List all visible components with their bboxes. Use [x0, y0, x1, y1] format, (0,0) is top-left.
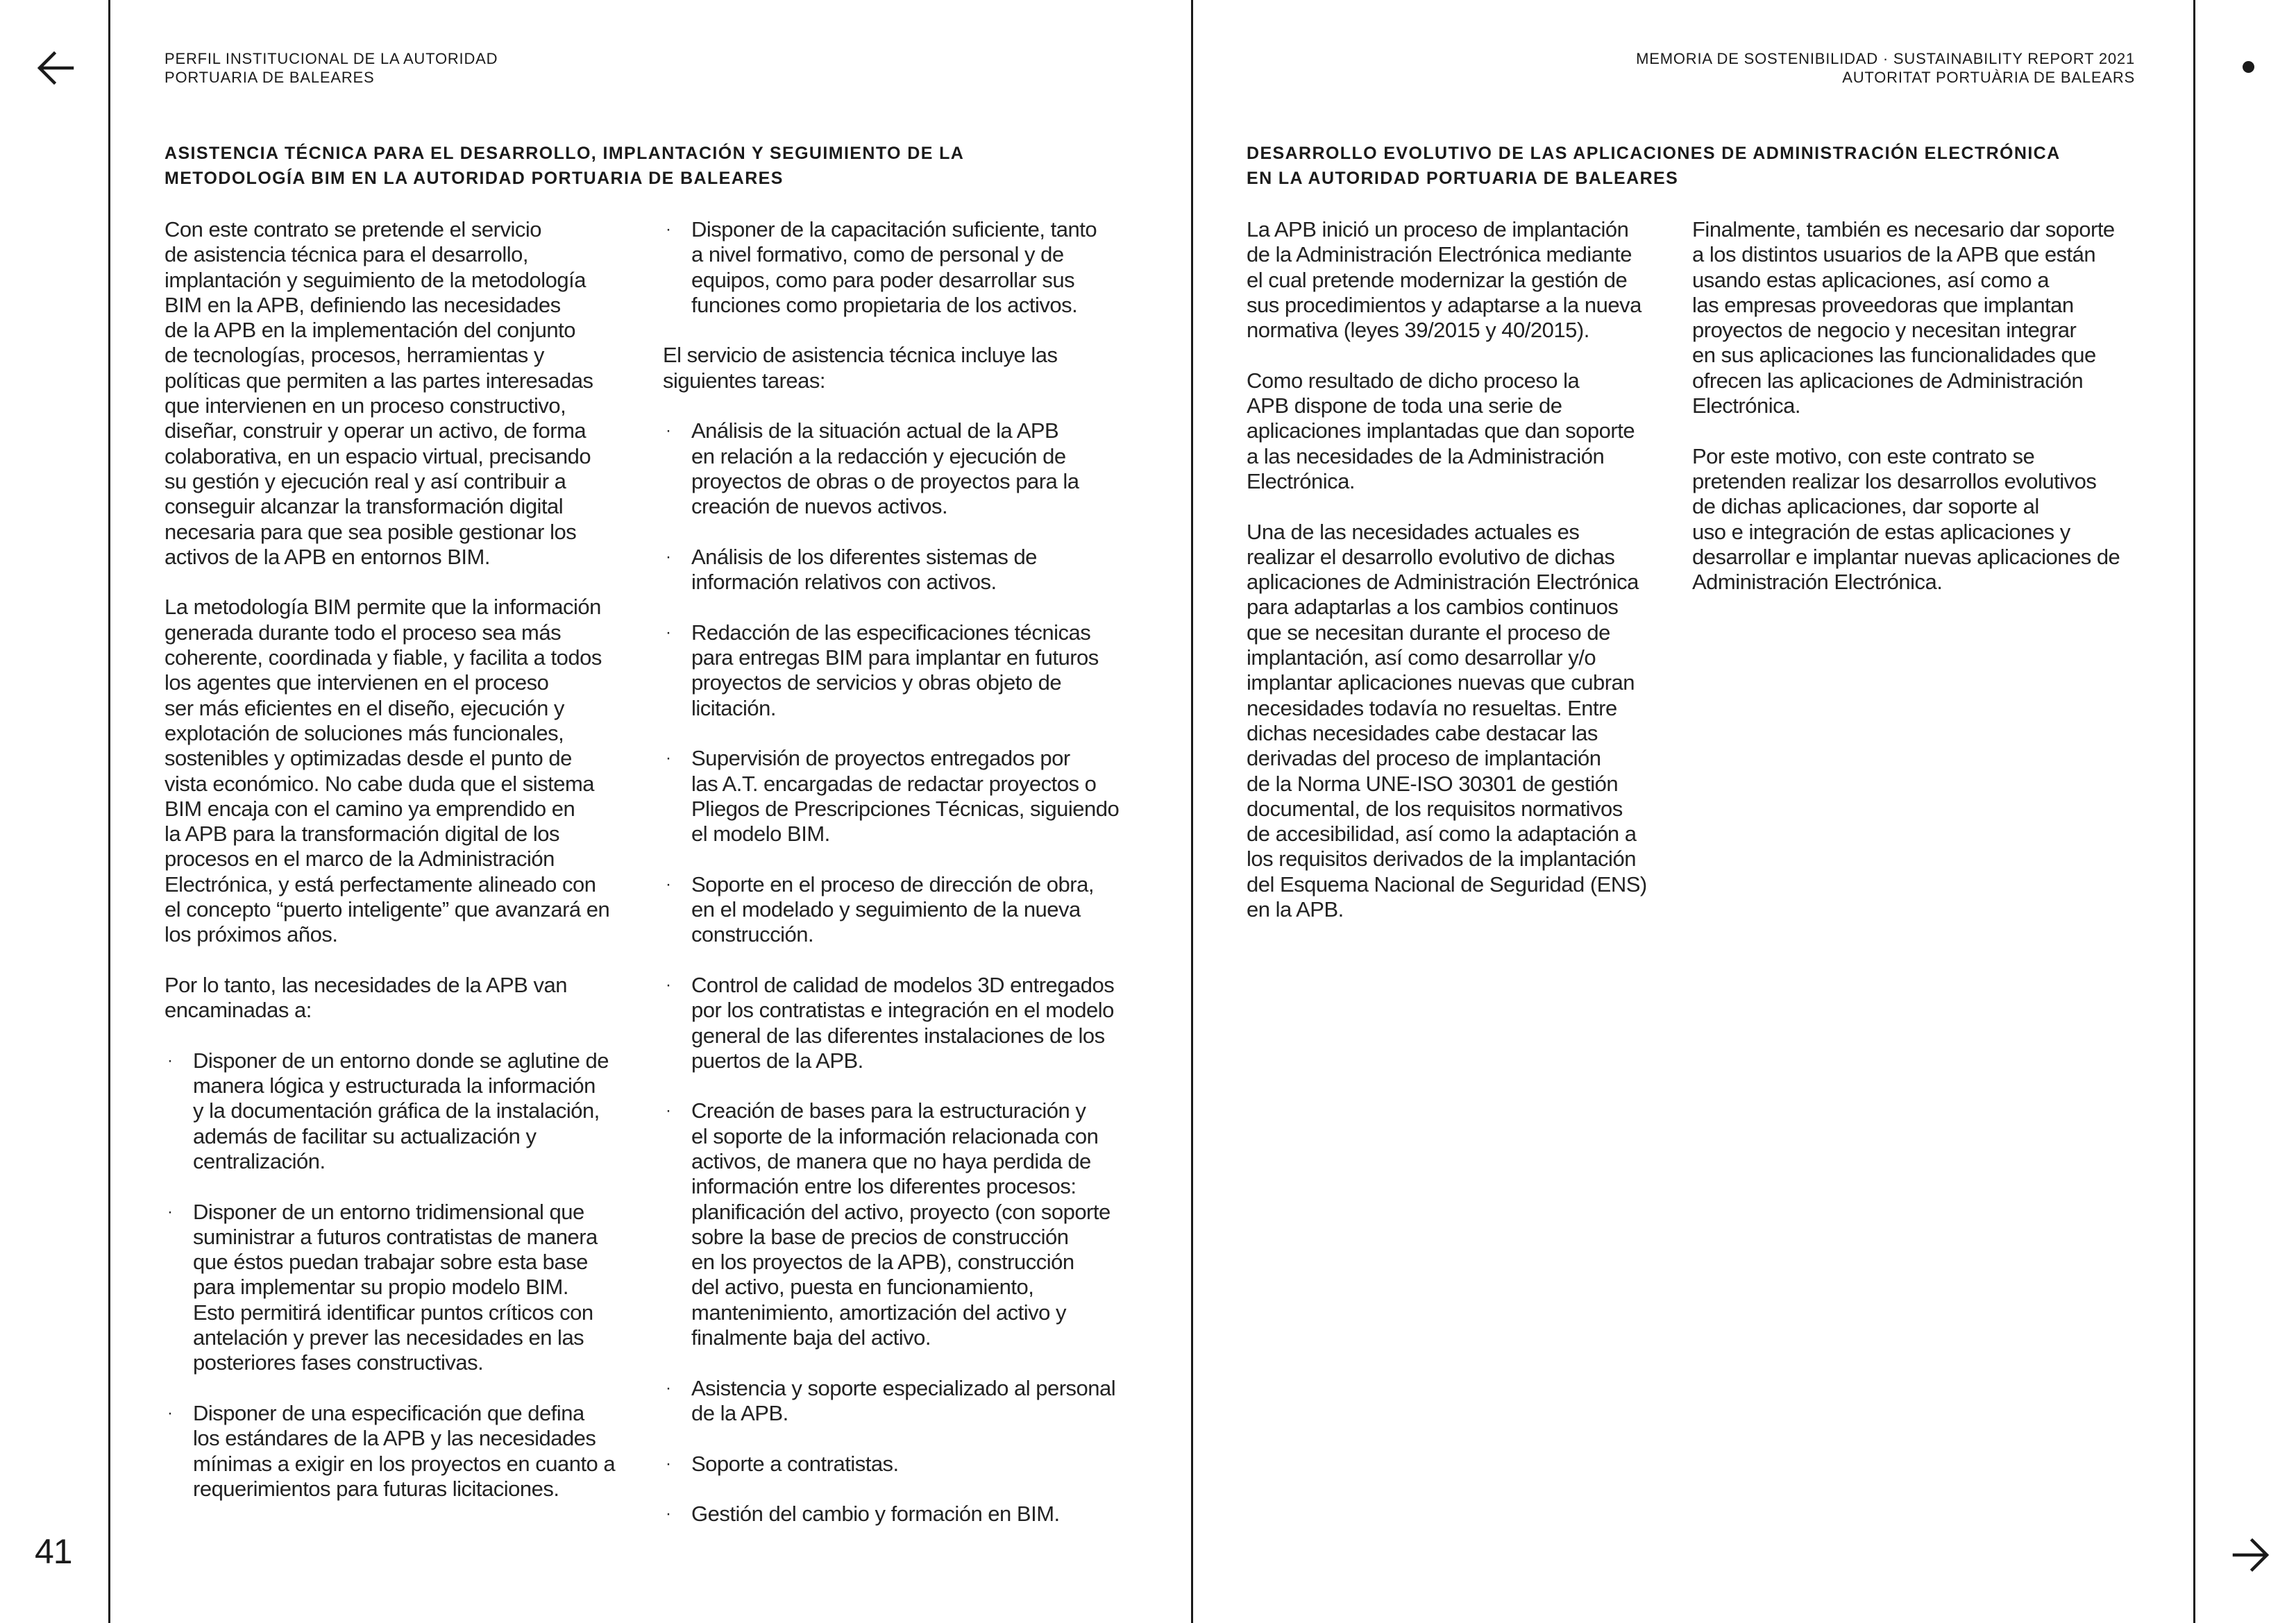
text-line: suministrar a futuros contratistas de manera: [193, 1224, 598, 1249]
arrow-left-icon[interactable]: [36, 49, 75, 87]
text-line: conseguir alcanzar la transformación digital: [164, 494, 564, 519]
text-line: siguientes tareas:: [663, 368, 825, 393]
bullet-icon: ·: [167, 1051, 173, 1070]
text-line: encaminadas a:: [164, 998, 312, 1023]
text-line: La APB inició un proceso de implantación: [1247, 217, 1629, 241]
text-line: manera lógica y estructurada la información: [193, 1073, 596, 1098]
text-line: Pliegos de Prescripciones Técnicas, siguiendo: [691, 796, 1120, 821]
text-line: implantar aplicaciones nuevas que cubran: [1247, 670, 1635, 695]
text-line: información relativos con activos.: [691, 570, 997, 595]
text-line: la APB para la transformación digital de los: [164, 822, 560, 847]
list-item: [663, 1452, 1149, 1477]
paragraph: [1692, 217, 2150, 418]
paragraph: [164, 217, 643, 570]
bullet-list: [663, 418, 1149, 1527]
page-number: 41: [35, 1532, 72, 1571]
section-heading-bim: ASISTENCIA TÉCNICA PARA EL DESARROLLO, IMPLANTACIÓN Y SEGUIMIENTO DE LA METODOLOGÍA BIM EN LA AUTORIDAD PORTUARIA DE BALEARES: [164, 144, 965, 188]
right-margin-rule: [2193, 0, 2195, 1623]
text-line: APB dispone de toda una serie de: [1247, 393, 1562, 418]
bullet-icon: ·: [666, 421, 671, 441]
text-line: Asistencia y soporte especializado al personal: [691, 1375, 1116, 1400]
text-line: realizar el desarrollo evolutivo de dichas: [1247, 544, 1615, 569]
text-line: mantenimiento, amortización del activo y: [691, 1300, 1066, 1325]
text-line: Una de las necesidades actuales es: [1247, 519, 1580, 544]
text-line: de la Norma UNE-ISO 30301 de gestión: [1247, 771, 1619, 796]
text-line: el cual pretende modernizar la gestión de: [1247, 267, 1628, 292]
paragraph: [1247, 520, 1684, 923]
section-heading-admin-electronica: DESARROLLO EVOLUTIVO DE LAS APLICACIONES DE ADMINISTRACIÓN ELECTRÓNICA EN LA AUTORIDAD PORTUARIA DE BALEARES: [1247, 144, 2061, 188]
text-line: necesaria para que sea posible gestionar los: [164, 519, 577, 544]
text-line: Con este contrato se pretende el servicio: [164, 217, 541, 241]
text-line: ofrecen las aplicaciones de Administración: [1692, 368, 2084, 393]
text-line: Disponer de un entorno tridimensional que: [193, 1199, 584, 1224]
text-line: Por lo tanto, las necesidades de la APB van: [164, 972, 567, 997]
list-item: [663, 217, 1149, 318]
text-line: general de las diferentes instalaciones de los: [691, 1023, 1105, 1048]
text-line: centralización.: [193, 1148, 326, 1173]
list-item: [663, 973, 1149, 1073]
text-line: en relación a la redacción y ejecución de: [691, 443, 1066, 468]
text-line: de asistencia técnica para el desarrollo,: [164, 242, 529, 267]
text-line: de la Administración Electrónica mediante: [1247, 242, 1632, 267]
bullet-icon: ·: [666, 1378, 671, 1397]
text-line: dichas necesidades cabe destacar las: [1247, 720, 1598, 745]
text-line: Como resultado de dicho proceso la: [1247, 368, 1580, 393]
text-column-2: [663, 217, 1149, 1552]
text-line: el concepto “puerto inteligente” que avanzará en: [164, 897, 610, 922]
text-line: coherente, coordinada y fiable, y facilita a todos: [164, 645, 602, 670]
text-line: Soporte a contratistas.: [691, 1451, 899, 1476]
paragraph: [1692, 444, 2150, 595]
text-line: implantación, así como desarrollar y/o: [1247, 645, 1596, 670]
text-line: Esto permitirá identificar puntos críticos con: [193, 1300, 593, 1325]
text-line: procesos en el marco de la Administración: [164, 847, 555, 872]
text-line: Por este motivo, con este contrato se: [1692, 443, 2035, 468]
text-line: en el modelado y seguimiento de la nueva: [691, 897, 1081, 922]
text-line: Creación de bases para la estructuración y: [691, 1098, 1086, 1123]
text-line: de la APB en la implementación del conjunto: [164, 318, 576, 343]
paragraph: [1247, 368, 1684, 494]
text-line: antelación y prever las necesidades en las: [193, 1325, 584, 1350]
bullet-icon: ·: [666, 547, 671, 566]
list-item: [663, 872, 1149, 948]
text-line: licitación.: [691, 695, 776, 720]
text-line: sostenibles y optimizadas desde el punto de: [164, 746, 572, 771]
list-item: [164, 1048, 643, 1174]
text-line: usando estas aplicaciones, así como a: [1692, 267, 2049, 292]
text-line: proyectos de servicios y obras objeto de: [691, 670, 1062, 695]
text-line: Análisis de los diferentes sistemas de: [691, 544, 1037, 569]
text-line: del activo, puesta en funcionamiento,: [691, 1275, 1034, 1300]
text-line: Disponer de la capacitación suficiente, tanto: [691, 217, 1097, 241]
text-line: de tecnologías, procesos, herramientas y: [164, 343, 544, 368]
text-line: a los distintos usuarios de la APB que están: [1692, 242, 2096, 267]
text-line: mínimas a exigir en los proyectos en cuanto a: [193, 1451, 616, 1476]
left-margin-rule: [108, 0, 110, 1623]
text-line: el modelo BIM.: [691, 822, 830, 847]
bullet-icon: ·: [666, 1101, 671, 1121]
bullet-icon: ·: [666, 1454, 671, 1473]
text-line: y la documentación gráfica de la instalación,: [193, 1098, 600, 1123]
text-line: derivadas del proceso de implantación: [1247, 746, 1601, 771]
text-line: ser más eficientes en el diseño, ejecución y: [164, 695, 564, 720]
bullet-icon: ·: [167, 1403, 173, 1422]
text-line: activos de la APB en entornos BIM.: [164, 544, 490, 569]
text-line: puertos de la APB.: [691, 1048, 863, 1073]
bullet-list: [164, 1048, 643, 1502]
list-item: [663, 1098, 1149, 1350]
text-line: de la APB.: [691, 1400, 788, 1425]
text-line: Finalmente, también es necesario dar soporte: [1692, 217, 2115, 241]
bullet-icon: ·: [666, 220, 671, 239]
text-line: requerimientos para futuras licitaciones.: [193, 1476, 559, 1501]
text-line: sus procedimientos y adaptarse a la nueva: [1247, 292, 1641, 317]
text-line: para entregas BIM para implantar en futuros: [691, 645, 1099, 670]
text-line: BIM encaja con el camino ya emprendido en: [164, 796, 575, 821]
text-line: en sus aplicaciones las funcionalidades que: [1692, 343, 2096, 368]
text-line: Gestión del cambio y formación en BIM.: [691, 1502, 1060, 1527]
text-line: planificación del activo, proyecto (con soporte: [691, 1199, 1111, 1224]
text-line: diseñar, construir y operar un activo, de forma: [164, 418, 586, 443]
list-item: [663, 418, 1149, 519]
text-line: su gestión y ejecución real y así contribuir a: [164, 468, 566, 493]
bullet-icon: ·: [666, 749, 671, 768]
text-line: políticas que permiten a las partes interesadas: [164, 368, 593, 393]
text-line: Electrónica.: [1247, 468, 1355, 493]
text-line: de dichas aplicaciones, dar soporte al: [1692, 494, 2039, 519]
text-line: activos, de manera que no haya perdida de: [691, 1148, 1091, 1173]
list-item: [663, 746, 1149, 847]
text-line: desarrollar e implantar nuevas aplicaciones de: [1692, 544, 2120, 569]
bullet-list: [663, 217, 1149, 318]
list-item: [164, 1200, 643, 1376]
bullet-icon: ·: [666, 1504, 671, 1524]
text-line: explotación de soluciones más funcionales,: [164, 720, 564, 745]
text-line: para adaptarlas a los cambios continuos: [1247, 595, 1619, 620]
text-line: pretenden realizar los desarrollos evolutivos: [1692, 468, 2097, 493]
text-line: implantación y seguimiento de la metodología: [164, 267, 586, 292]
list-item: [663, 1376, 1149, 1427]
bullet-icon: ·: [666, 975, 671, 994]
text-line: Electrónica.: [1692, 393, 1800, 418]
text-line: en la APB.: [1247, 897, 1344, 922]
text-line: de accesibilidad, así como la adaptación a: [1247, 822, 1637, 847]
text-line: Análisis de la situación actual de la APB: [691, 418, 1059, 443]
text-line: las empresas proveedoras que implantan: [1692, 292, 2074, 317]
text-line: el soporte de la información relacionada con: [691, 1123, 1099, 1148]
text-line: que intervienen en un proceso constructivo,: [164, 393, 566, 418]
text-line: documental, de los requisitos normativos: [1247, 796, 1623, 821]
text-line: proyectos de negocio y necesitan integrar: [1692, 318, 2077, 343]
bullet-icon: ·: [666, 622, 671, 642]
text-line: BIM en la APB, definiendo las necesidades: [164, 292, 561, 317]
text-line: finalmente baja del activo.: [691, 1325, 931, 1350]
text-line: funciones como propietaria de los activos.: [691, 292, 1078, 317]
running-head-left: PERFIL INSTITUCIONAL DE LA AUTORIDAD PORTUARIA DE BALEARES: [164, 50, 498, 86]
text-line: posteriores fases constructivas.: [193, 1350, 484, 1375]
text-line: proyectos de obras o de proyectos para la: [691, 468, 1079, 493]
paragraph: [663, 343, 1149, 393]
text-line: Electrónica, y está perfectamente alineado con: [164, 872, 596, 897]
text-line: las A.T. encargadas de redactar proyectos o: [691, 771, 1097, 796]
text-line: Disponer de una especificación que defina: [193, 1400, 584, 1425]
text-line: a las necesidades de la Administración: [1247, 443, 1605, 468]
paragraph: [164, 595, 643, 947]
text-line: los agentes que intervienen en el proceso: [164, 670, 549, 695]
text-line: uso e integración de estas aplicaciones y: [1692, 519, 2070, 544]
text-line: colaborativa, en un espacio virtual, precisando: [164, 443, 591, 468]
text-line: Disponer de un entorno donde se aglutine de: [193, 1048, 609, 1073]
paragraph: [164, 973, 643, 1023]
text-line: El servicio de asistencia técnica incluye las: [663, 343, 1058, 368]
running-head-right: MEMORIA DE SOSTENIBILIDAD · SUSTAINABILITY REPORT 2021 AUTORITAT PORTUÀRIA DE BALEARS: [1636, 50, 2135, 86]
text-line: los estándares de la APB y las necesidades: [193, 1426, 596, 1451]
list-item: [164, 1401, 643, 1502]
text-line: además de facilitar su actualización y: [193, 1123, 537, 1148]
text-line: para implementar su propio modelo BIM.: [193, 1275, 568, 1300]
list-item: [663, 545, 1149, 595]
text-line: aplicaciones implantadas que dan soporte: [1247, 418, 1635, 443]
text-line: información entre los diferentes procesos:: [691, 1174, 1077, 1199]
text-line: Soporte en el proceso de dirección de obra,: [691, 872, 1094, 897]
text-line: sobre la base de precios de construcción: [691, 1224, 1069, 1249]
text-line: los próximos años.: [164, 922, 338, 947]
text-line: en los proyectos de la APB), construcción: [691, 1250, 1074, 1275]
text-line: equipos, como para poder desarrollar sus: [691, 267, 1075, 292]
text-line: que se necesitan durante el proceso de: [1247, 620, 1610, 645]
text-column-1: [164, 217, 643, 1527]
list-item: [663, 620, 1149, 721]
arrow-right-icon[interactable]: [2231, 1536, 2270, 1574]
text-line: construcción.: [691, 922, 814, 947]
text-line: Administración Electrónica.: [1692, 570, 1943, 595]
list-item: [663, 1502, 1149, 1527]
paragraph: [1247, 217, 1684, 343]
text-line: que éstos puedan trabajar sobre esta base: [193, 1250, 588, 1275]
spine-rule: [1191, 0, 1193, 1623]
text-line: generada durante todo el proceso sea más: [164, 620, 562, 645]
text-line: a nivel formativo, como de personal y de: [691, 242, 1064, 267]
text-line: Supervisión de proyectos entregados por: [691, 746, 1070, 771]
bullet-icon: ·: [666, 874, 671, 894]
text-line: necesidades todavía no resueltas. Entre: [1247, 695, 1617, 720]
text-line: del Esquema Nacional de Seguridad (ENS): [1247, 872, 1647, 897]
text-line: aplicaciones de Administración Electrónica: [1247, 570, 1639, 595]
bullet-icon: ·: [167, 1202, 173, 1221]
text-line: los requisitos derivados de la implantación: [1247, 847, 1636, 872]
text-line: creación de nuevos activos.: [691, 494, 948, 519]
text-line: por los contratistas e integración en el modelo: [691, 998, 1114, 1023]
text-column-3: [1247, 217, 1684, 948]
text-line: normativa (leyes 39/2015 y 40/2015).: [1247, 318, 1589, 343]
text-line: Redacción de las especificaciones técnicas: [691, 620, 1091, 645]
text-column-4: [1692, 217, 2150, 620]
text-line: Control de calidad de modelos 3D entregados: [691, 972, 1115, 997]
text-line: vista económico. No cabe duda que el sistema: [164, 771, 595, 796]
text-line: La metodología BIM permite que la información: [164, 595, 601, 620]
dot-icon: [2243, 61, 2254, 73]
